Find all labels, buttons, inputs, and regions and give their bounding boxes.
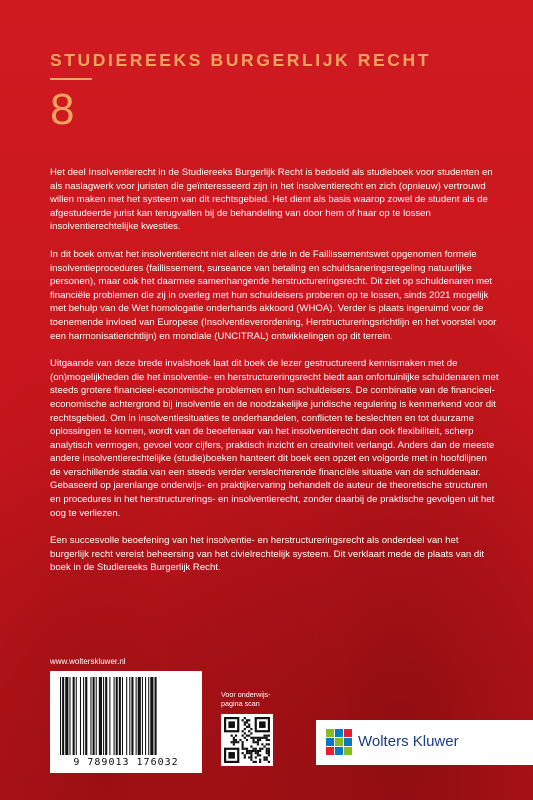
blurb-paragraph-2: In dit boek omvat het insolventierecht niet alleen de drie in de Faillissementswet opgenomen formele insolventieprocedures (faillissement, surseance van betaling en schuldsaneringsregeling natuurlijke personen), maar ook het daarmee samenhangende herstructureringsrecht. Dit ziet op schuldenaren met financiële problemen die zij in overleg met hun schuldeisers proberen op te lossen, sinds 2021 mogelijk met behulp van de Wet homologatie onderhands akkoord (WHOA). Verder is plaats ingeruimd voor de toenemende invloed van Europese (Insolventieverordening, Herstructureringsrichtlijn en het voorstel voor een harmonisatierichtlijn) en mondiale (UNCITRAL) ontwikkelingen op dit terrein.	[50, 248, 497, 342]
blurb-paragraph-3: Uitgaande van deze brede invalshoek laat dit boek de lezer gestructureerd kennismaken met de (on)mogelijkheden die het insolventie- en herstructureringsrecht biedt aan onfortuinlijke schuldenaren met steeds grotere financieel-economische problemen en hun schuldeisers. De combinatie van de financieel-economische achtergrond bij insolventie en de noodzakelijke juridische regulering is kenmerkend voor dit rechtsgebied. Om in insolventiesituaties te onderhandelen, conflicten te beslechten en tot duurzame oplossingen te komen, wordt van de beoefenaar van het insolventierecht dan ook flexibiliteit, scherp analytisch vermogen, gevoel voor cijfers, praktisch inzicht en creativiteit verlangd. Anders dan de meeste andere insolventierechtelijke (studie)boeken hanteert dit boek een opzet en volgorde met in hoofdlijnen de verschillende stadia van een steeds verder verslechterende financiële situatie van de schuldenaar. Gebaseerd op jarenlange onderwijs- en praktijkervaring behandelt de auteur de theoretische structuren en procedures in het herstructurerings- en insolventierecht, zonder daarbij de praktische gevolgen uit het oog te verliezen.	[50, 358, 499, 519]
blurb	[50, 166, 500, 589]
blurb-paragraph-1: Het deel Insolventierecht in de Studiereeks Burgerlijk Recht is bedoeld als studieboek voor studenten en als naslagwerk voor juristen die geïnteresseerd zijn in het insolventierecht en zich (opnieuw) vertrouwd willen maken met het systeem van dit rechtsgebied. Het dient als basis waarop zowel de student als de afgestudeerde jurist kan terugvallen bij de behandeling van door hem of haar op te lossen insolventierechtelijke kwesties.	[50, 167, 493, 233]
qr-code[interactable]	[221, 714, 273, 766]
volume-number: 8	[50, 85, 75, 134]
qr-code-pattern	[221, 714, 273, 766]
isbn-number: 9 789013 176032	[73, 757, 179, 768]
publisher-logo	[316, 720, 533, 765]
publisher-name: Wolters Kluwer	[358, 733, 459, 750]
publisher-website[interactable]: www.wolterskluwer.nl	[50, 657, 126, 666]
isbn-barcode	[50, 671, 202, 773]
blurb-paragraph-4: Een succesvolle beoefening van het insolventie- en herstructureringsrecht als onderdeel van het burgerlijk recht vereist beheersing van het civielrechtelijk systeem. Dit verklaart mede de plaats van dit boek in de Studiereeks Burgerlijk Recht.	[50, 535, 485, 574]
wolters-kluwer-logo-icon	[326, 729, 352, 755]
barcode-bars	[58, 677, 194, 755]
series-title: STUDIEREEKS BURGERLIJK RECHT	[50, 50, 432, 70]
title-divider	[50, 78, 92, 80]
qr-caption: Voor onderwijs-pagina scan	[221, 690, 271, 708]
